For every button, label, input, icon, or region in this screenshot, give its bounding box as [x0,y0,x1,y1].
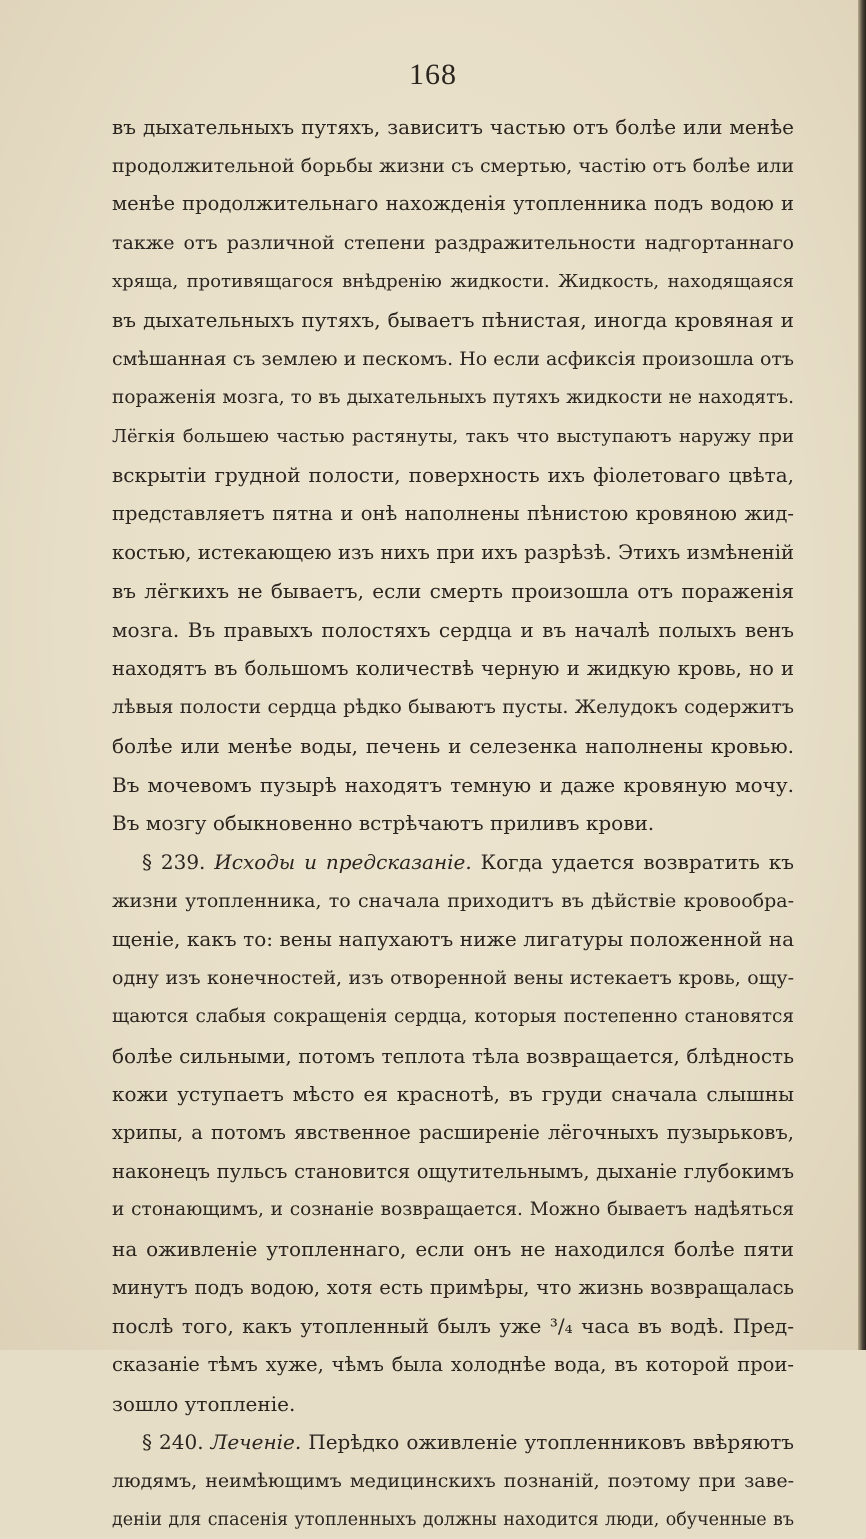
text-line [112,340,794,379]
line-text: сказаніе тѣмъ хуже, чѣмъ была холоднѣе вода, въ которой прои- [112,1353,794,1376]
line-text: лѣвыя полости сердца рѣдко бываютъ пусты. Желудокъ содержитъ [112,696,794,719]
text-line [112,147,794,186]
line-text: Перѣдко оживленіе утопленниковъ ввѣряютъ [308,1430,795,1455]
text-line [112,1075,794,1114]
text-line [112,224,794,263]
text-line [112,495,794,534]
line-text: на оживленіе утопленнаго, если онъ не находился болѣе пяти [112,1236,794,1261]
line-text: Когда удается возвратить къ [480,850,794,875]
text-line [112,572,794,611]
line-text: въ дыхательныхъ путяхъ, бываетъ пѣнистая, иногда кровяная и [112,308,794,333]
line-text: людямъ, неимѣющимъ медицинскихъ познаній, поэтому при заве- [112,1470,794,1493]
line-text: вскрытіи грудной полости, поверхность ихъ фіолетоваго цвѣта, [112,463,794,488]
line-text: смѣшанная съ землею и пескомъ. Но если асфиксія произошла отъ [112,348,794,371]
text-line [112,611,794,650]
line-text: и стонающимъ, и сознаніе возвращается. Можно бываетъ надѣяться [112,1199,794,1221]
text-line [112,766,794,805]
line-text: представляетъ пятна и онѣ наполнены пѣнистою кровяною жид- [112,501,794,525]
line-text: послѣ того, какъ утопленный былъ уже ³/₄ часа въ водѣ. Пред- [112,1314,794,1339]
line-text: жизни утопленника, то сначала приходитъ въ дѣйствіе кровообра- [112,889,794,912]
text-line [112,1191,794,1230]
line-text: находятъ въ большомъ количествѣ черную и жидкую кровь, но и [112,656,794,680]
text-line [112,263,794,302]
text-line [112,418,794,457]
text-line [112,534,794,573]
text-line [112,688,794,727]
text-line [112,108,794,147]
line-text: въ дыхательныхъ путяхъ, зависитъ частью отъ болѣе или менѣе [112,115,794,139]
line-text: мозга. Въ правыхъ полостяхъ сердца и въ началѣ полыхъ венъ [112,617,794,642]
line-text: костью, истекающею изъ нихъ при ихъ разрѣзѣ. Этихъ измѣненій [112,540,794,564]
text-line [112,1114,794,1153]
text-line [112,650,794,689]
text-line [112,1230,794,1269]
text-line [112,804,794,843]
line-text: хряща, противящагося внѣдренію жидкости. Жидкость, находящаяся [112,270,794,292]
line-text: продолжительной борьбы жизни съ смертью, частію отъ болѣе или [112,154,794,177]
line-text: пораженія мозга, то въ дыхательныхъ путяхъ жидкости не находятъ. [112,386,794,408]
line-text: болѣе сильными, потомъ теплота тѣла возвращается, блѣдность [112,1043,794,1068]
line-text: щеніе, какъ то: вены напухаютъ ниже лигатуры положенной на [112,927,794,952]
text-line [112,379,794,418]
text-line [112,959,794,998]
text-line [112,1037,794,1076]
line-text: одну изъ конечностей, изъ отворенной вены истекаетъ кровь, ощу- [112,967,794,990]
section-title: Леченіе. [210,1430,302,1455]
text-line [112,1346,794,1385]
text-line [112,456,794,495]
text-line [112,843,794,882]
text-line [112,727,794,766]
text-body [112,108,794,1539]
text-line [112,1501,794,1539]
text-line [112,1307,794,1346]
line-text: зошло утопленіе. [112,1391,296,1416]
text-line [112,1385,794,1424]
text-line [112,882,794,921]
line-text: Въ мочевомъ пузырѣ находятъ темную и даже кровяную мочу. [112,772,794,797]
text-line [112,1269,794,1308]
text-line [112,301,794,340]
line-text: щаются слабыя сокращенія сердца, которыя постепенно становятся [112,1005,794,1027]
line-text: болѣе или менѣе воды, печень и селезенка наполнены кровью. [112,734,794,758]
text-line [112,1462,794,1501]
section-number: § 240. [142,1430,211,1455]
line-text: въ лёгкихъ не бываетъ, если смерть произошла отъ пораженія [112,579,794,604]
page-number: 168 [409,58,457,91]
line-text: наконецъ пульсъ становится ощутительнымъ, дыханіе глубокимъ [112,1159,794,1183]
section-title: Исходы и предсказаніе. [214,850,472,875]
text-line [112,998,794,1037]
line-text: минутъ подъ водою, хотя есть примѣры, что жизнь возвращалась [112,1275,794,1299]
line-text: менѣе продолжительнаго нахожденія утопленника подъ водою и [112,192,794,216]
text-line [112,1153,794,1192]
line-text: также отъ различной степени раздражительности надгортаннаго [112,232,794,255]
line-text: кожи уступаетъ мѣсто ея краснотѣ, въ груди сначала слышны [112,1082,794,1107]
line-text: Въ мозгу обыкновенно встрѣчаютъ приливъ крови. [112,811,655,836]
line-text: деніи для спасенія утопленныхъ должны находится люди, обученные въ [112,1509,794,1530]
text-line [112,920,794,959]
text-line [112,1423,794,1462]
section-number: § 239. [142,850,215,875]
line-text: Лёгкія большею частью растянуты, такъ что выступаютъ наружу при [112,425,794,447]
page-edge-shadow [858,0,866,1350]
text-line [112,185,794,224]
line-text: хрипы, а потомъ явственное расширеніе лёгочныхъ пузырьковъ, [112,1120,794,1144]
